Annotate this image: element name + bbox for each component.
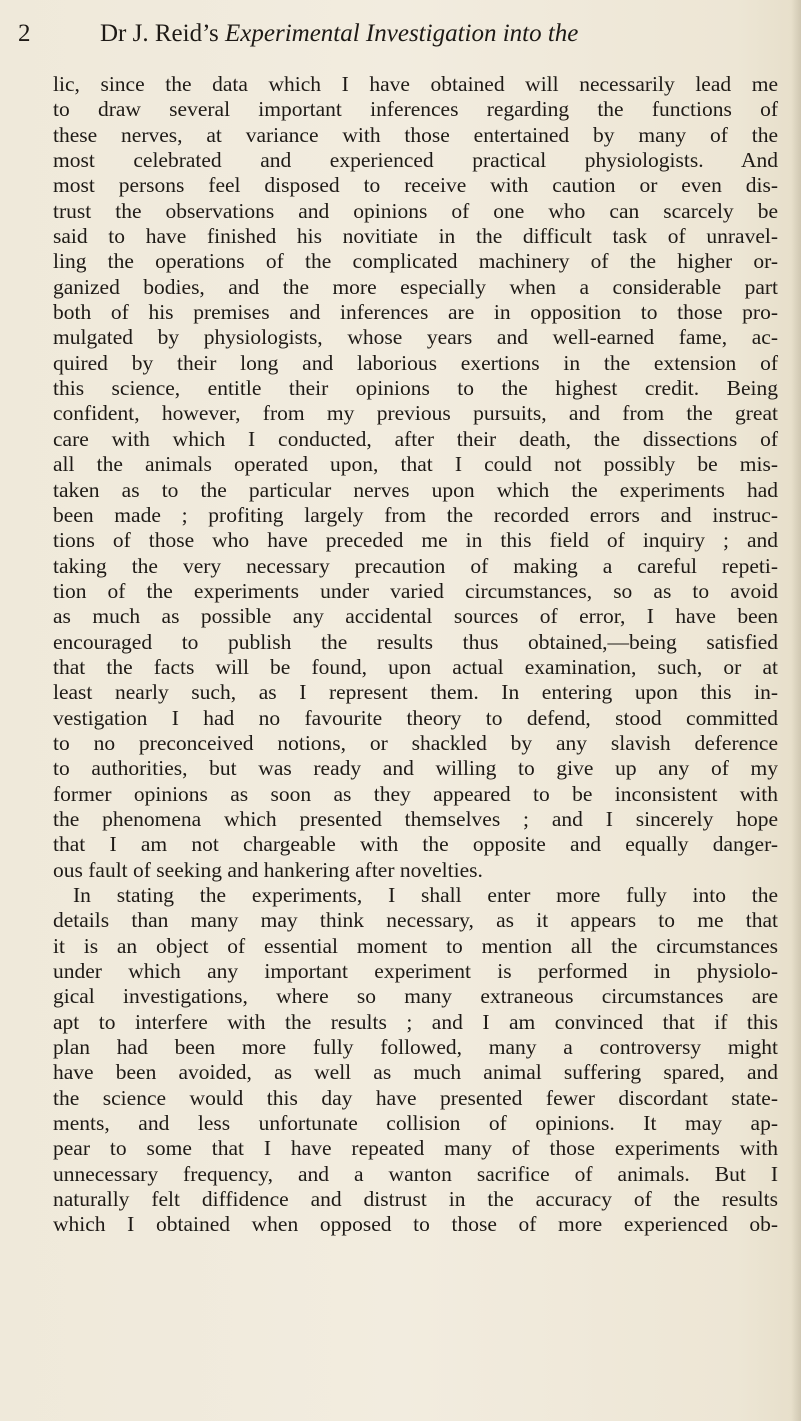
text-line: apt to interfere with the results ; and I am convinced that if this	[53, 1009, 778, 1034]
text-line: least nearly such, as I represent them. In entering upon this in-	[53, 680, 778, 705]
running-head	[100, 12, 578, 56]
text-line: unnecessary frequency, and a wanton sacrifice of animals. But I	[53, 1161, 778, 1186]
text-line: most persons feel disposed to receive with caution or even dis-	[53, 173, 778, 198]
text-line: been made ; profiting largely from the recorded errors and instruc-	[53, 502, 778, 527]
text-line: former opinions as soon as they appeared to be inconsistent with	[53, 781, 778, 806]
text-line: as much as possible any accidental sources of error, I have been	[53, 604, 778, 629]
body-text	[53, 72, 778, 1238]
text-line: have been avoided, as well as much animal suffering spared, and	[53, 1060, 778, 1085]
text-line: mulgated by physiologists, whose years and well-earned fame, ac-	[53, 325, 778, 350]
text-line: the science would this day have presented fewer discordant state-	[53, 1085, 778, 1110]
text-line: these nerves, at variance with those entertained by many of the	[53, 122, 778, 147]
text-line: to draw several important inferences regarding the functions of	[53, 97, 778, 122]
text-line: all the animals operated upon, that I could not possibly be mis-	[53, 452, 778, 477]
text-line: In stating the experiments, I shall enter more fully into the	[73, 883, 778, 907]
text-line: ous fault of seeking and hankering after novelties.	[53, 857, 483, 882]
text-line: gical investigations, where so many extraneous circumstances are	[53, 984, 778, 1009]
text-line: that the facts will be found, upon actual examination, such, or at	[53, 654, 778, 679]
text-line: most celebrated and experienced practical physiologists. And	[53, 148, 778, 173]
text-line: that I am not chargeable with the opposite and equally danger-	[53, 832, 778, 857]
page-number: 2	[18, 20, 31, 47]
text-line: taken as to the particular nerves upon which the experiments had	[53, 477, 778, 502]
text-line: care with which I conducted, after their death, the dissections of	[53, 426, 778, 451]
text-line: pear to some that I have repeated many of those experiments with	[53, 1136, 778, 1161]
text-line: to authorities, but was ready and willing to give up any of my	[53, 756, 778, 781]
text-line: which I obtained when opposed to those of more experienced ob-	[53, 1212, 778, 1237]
paragraph-2	[53, 883, 778, 1238]
text-line: plan had been more fully followed, many a controversy might	[53, 1035, 778, 1060]
text-line: both of his premises and inferences are in opposition to those pro-	[53, 300, 778, 325]
text-line: tion of the experiments under varied circumstances, so as to avoid	[53, 578, 778, 603]
text-line: to no preconceived notions, or shackled by any slavish deference	[53, 730, 778, 755]
text-line: under which any important experiment is performed in physiolo-	[53, 959, 778, 984]
text-line: ments, and less unfortunate collision of opinions. It may ap-	[53, 1111, 778, 1136]
text-line: taking the very necessary precaution of making a careful repeti-	[53, 553, 778, 578]
text-line: this science, entitle their opinions to the highest credit. Being	[53, 376, 778, 401]
text-line: naturally felt diffidence and distrust in the accuracy of the results	[53, 1187, 778, 1212]
running-head-author: Dr J. Reid’s	[100, 20, 225, 47]
text-line: the phenomena which presented themselves ; and I sincerely hope	[53, 806, 778, 831]
text-line: said to have finished his novitiate in the difficult task of unravel-	[53, 224, 778, 249]
running-head-title: Experimental Investigation into the	[225, 20, 579, 47]
text-line: ganized bodies, and the more especially when a considerable part	[53, 274, 778, 299]
text-line: tions of those who have preceded me in this field of inquiry ; and	[53, 528, 778, 553]
text-line: details than many may think necessary, as it appears to me that	[53, 908, 778, 933]
text-line: ling the operations of the complicated machinery of the higher or-	[53, 249, 778, 274]
text-line: quired by their long and laborious exertions in the extension of	[53, 350, 778, 375]
page-header	[0, 12, 801, 56]
text-line: trust the observations and opinions of one who can scarcely be	[53, 198, 778, 223]
text-line: confident, however, from my previous pursuits, and from the great	[53, 401, 778, 426]
paragraph-1	[53, 72, 778, 883]
page-edge-shadow	[791, 0, 801, 1421]
text-line: encouraged to publish the results thus obtained,—being satisfied	[53, 629, 778, 654]
text-line: lic, since the data which I have obtained will necessarily lead me	[53, 72, 778, 96]
text-line: vestigation I had no favourite theory to defend, stood committed	[53, 705, 778, 730]
text-line: it is an object of essential moment to mention all the circumstances	[53, 933, 778, 958]
